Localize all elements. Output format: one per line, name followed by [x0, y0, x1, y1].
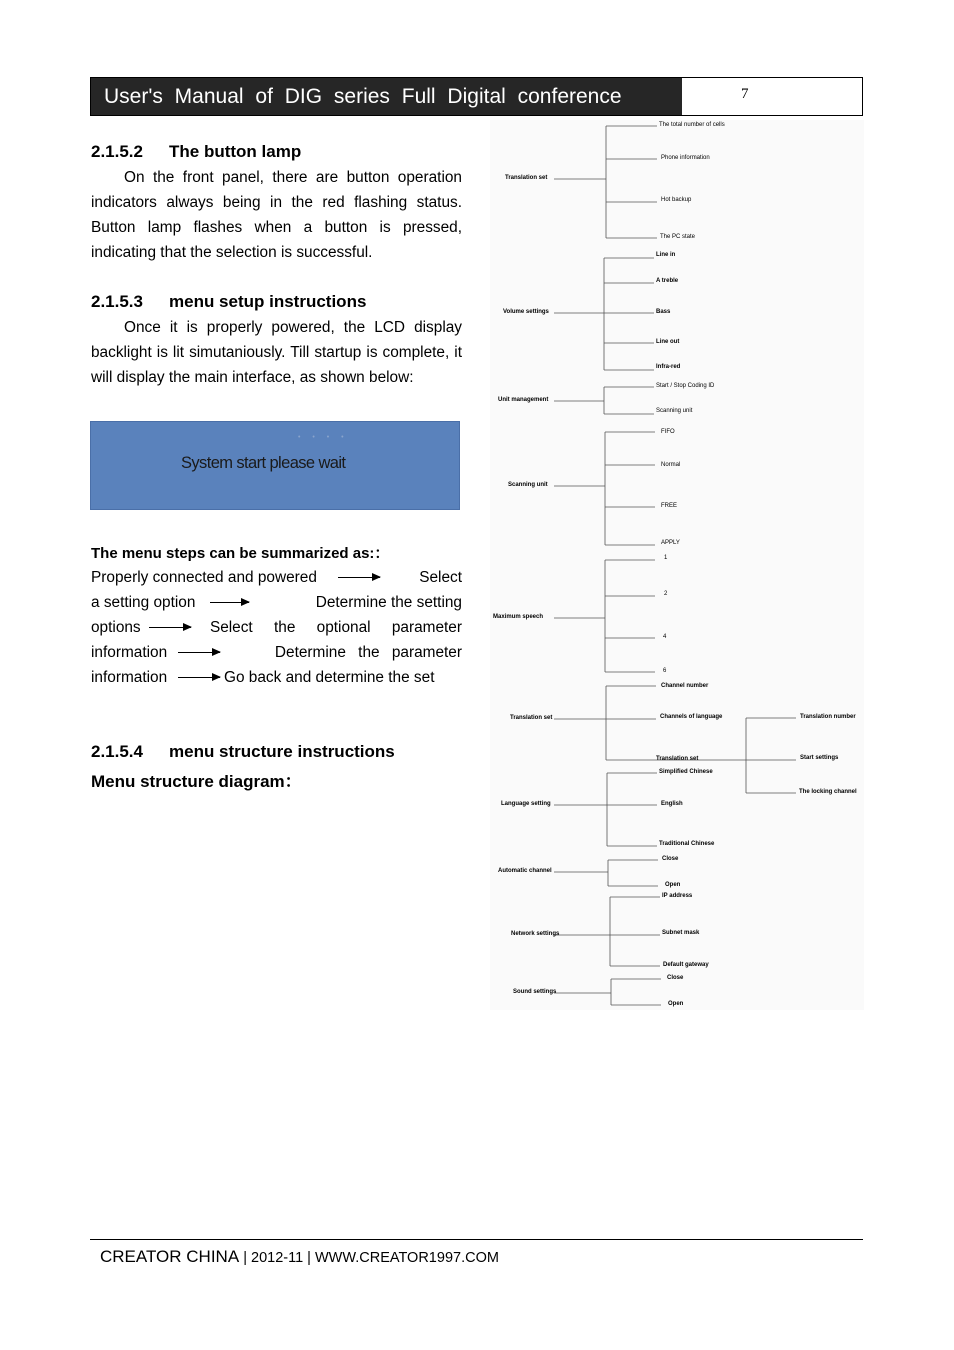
menu-leaf: Hot backup: [661, 197, 692, 203]
section-heading-menu-setup: [91, 292, 366, 312]
menu-node-translation-set-sub: Translation set: [656, 756, 699, 762]
step-text: Go back and determine the set: [224, 669, 435, 686]
menu-step-line: [91, 590, 462, 615]
menu-leaf: Close: [667, 975, 684, 981]
step-text: information: [91, 644, 168, 661]
step-text: information: [91, 669, 168, 686]
menu-leaf: Start settings: [800, 755, 839, 761]
menu-leaf: Normal: [661, 462, 681, 468]
menu-structure-diagram: [490, 120, 864, 1010]
diagram-caption: Menu structure diagram：: [91, 772, 302, 791]
section-body-menu-setup: [91, 315, 462, 390]
manual-title: User's Manual of DIG series Full Digital conference: [91, 78, 682, 115]
menu-leaf: A treble: [656, 278, 679, 284]
step-text: Determine the parameter: [274, 644, 462, 661]
menu-leaf: Phone information: [661, 155, 710, 161]
step-text: options: [91, 619, 141, 636]
menu-steps-title: The menu steps can be summarized as:：: [91, 545, 390, 562]
menu-leaf: Traditional Chinese: [659, 841, 715, 847]
menu-leaf: Close: [662, 856, 679, 862]
menu-leaf: The total number of cells: [659, 122, 725, 128]
footer-separator: |: [303, 1250, 315, 1266]
page-number: 7: [741, 86, 749, 102]
footer-separator: |: [239, 1250, 251, 1266]
section-title: The button lamp: [169, 142, 302, 161]
section-title: menu setup instructions: [169, 292, 367, 311]
footer-rule: [90, 1239, 863, 1240]
menu-leaf: IP address: [662, 893, 693, 899]
footer-company: CREATOR CHINA: [100, 1247, 240, 1266]
menu-leaf: Open: [665, 882, 681, 888]
section-number: 2.1.5.3: [91, 292, 143, 311]
step-text: Select: [419, 569, 462, 586]
menu-node-unit-management: Unit management: [498, 397, 549, 403]
menu-leaf: FREE: [661, 503, 678, 509]
menu-node-sound-settings: Sound settings: [513, 989, 557, 995]
menu-leaf: APPLY: [661, 540, 680, 546]
footer-website: WWW.CREATOR1997.COM: [314, 1250, 499, 1266]
menu-node-scanning-unit: Scanning unit: [508, 482, 548, 488]
menu-leaf: Translation number: [800, 714, 856, 720]
menu-leaf: Channels of language: [660, 714, 723, 720]
menu-leaf: English: [661, 801, 683, 807]
menu-step-line: [91, 640, 462, 665]
menu-leaf: 2: [664, 591, 668, 597]
arrow-right-icon: [178, 652, 220, 653]
step-text: Determine the setting: [315, 594, 462, 611]
page-header: [90, 77, 863, 116]
menu-node-volume-settings: Volume settings: [503, 309, 549, 315]
menu-leaf: Start / Stop Coding ID: [656, 383, 715, 389]
menu-leaf: 1: [664, 555, 668, 561]
diagram-connectors: [490, 120, 864, 1010]
arrow-right-icon: [210, 602, 249, 603]
section-heading-menu-structure: [91, 742, 395, 762]
menu-step-line: [91, 665, 462, 690]
section-title: menu structure instructions: [169, 742, 395, 761]
menu-leaf: Simplified Chinese: [659, 769, 713, 775]
step-text: a setting option: [91, 594, 196, 611]
menu-leaf: Line in: [656, 252, 676, 258]
lcd-display-image: [90, 421, 460, 510]
menu-node-translation-set: Translation set: [510, 715, 553, 721]
menu-leaf: Infra-red: [656, 364, 681, 370]
menu-leaf: 4: [663, 634, 667, 640]
menu-leaf: Subnet mask: [662, 930, 700, 936]
menu-step-line: [91, 615, 462, 640]
footer-date: 2012-11: [251, 1250, 304, 1266]
lcd-glare: • • • •: [298, 434, 349, 441]
menu-leaf: Default gateway: [663, 962, 709, 968]
section-heading-button-lamp: [91, 142, 301, 162]
menu-leaf: The PC state: [660, 234, 696, 240]
step-text: Select the optional parameter: [209, 619, 462, 636]
paragraph-text: Once it is properly powered, the LCD display backlight is lit simutaniously. Till startup is complete, it will display the main interface, as shown below:: [91, 319, 462, 386]
menu-leaf: FIFO: [661, 429, 675, 435]
menu-leaf: Open: [668, 1001, 684, 1007]
page-footer: [100, 1247, 499, 1267]
section-number: 2.1.5.2: [91, 142, 143, 161]
step-text: Properly connected and powered: [91, 569, 317, 586]
section-body-button-lamp: [91, 165, 462, 265]
menu-step-line: [91, 565, 462, 590]
arrow-right-icon: [149, 627, 191, 628]
menu-node-automatic-channel: Automatic channel: [498, 868, 552, 874]
menu-leaf: Line out: [656, 339, 680, 345]
menu-node-translation-set: Translation set: [505, 175, 548, 181]
menu-leaf: 6: [663, 668, 667, 674]
menu-leaf: Channel number: [661, 683, 709, 689]
menu-node-language-setting: Language setting: [501, 801, 551, 807]
menu-node-maximum-speech: Maximum speech: [493, 614, 544, 620]
paragraph-text: On the front panel, there are button operation indicators always being in the red flashing status. Button lamp flashes when a button is pressed, indicating that the selection is successful.: [91, 169, 462, 261]
section-number: 2.1.5.4: [91, 742, 143, 761]
menu-node-network-settings: Network settings: [511, 931, 560, 937]
menu-leaf: Scanning unit: [656, 408, 693, 414]
menu-leaf: The locking channel: [799, 789, 857, 795]
lcd-message: System start please wait: [181, 454, 346, 472]
arrow-right-icon: [178, 677, 220, 678]
menu-leaf: Bass: [656, 309, 671, 315]
arrow-right-icon: [338, 577, 380, 578]
